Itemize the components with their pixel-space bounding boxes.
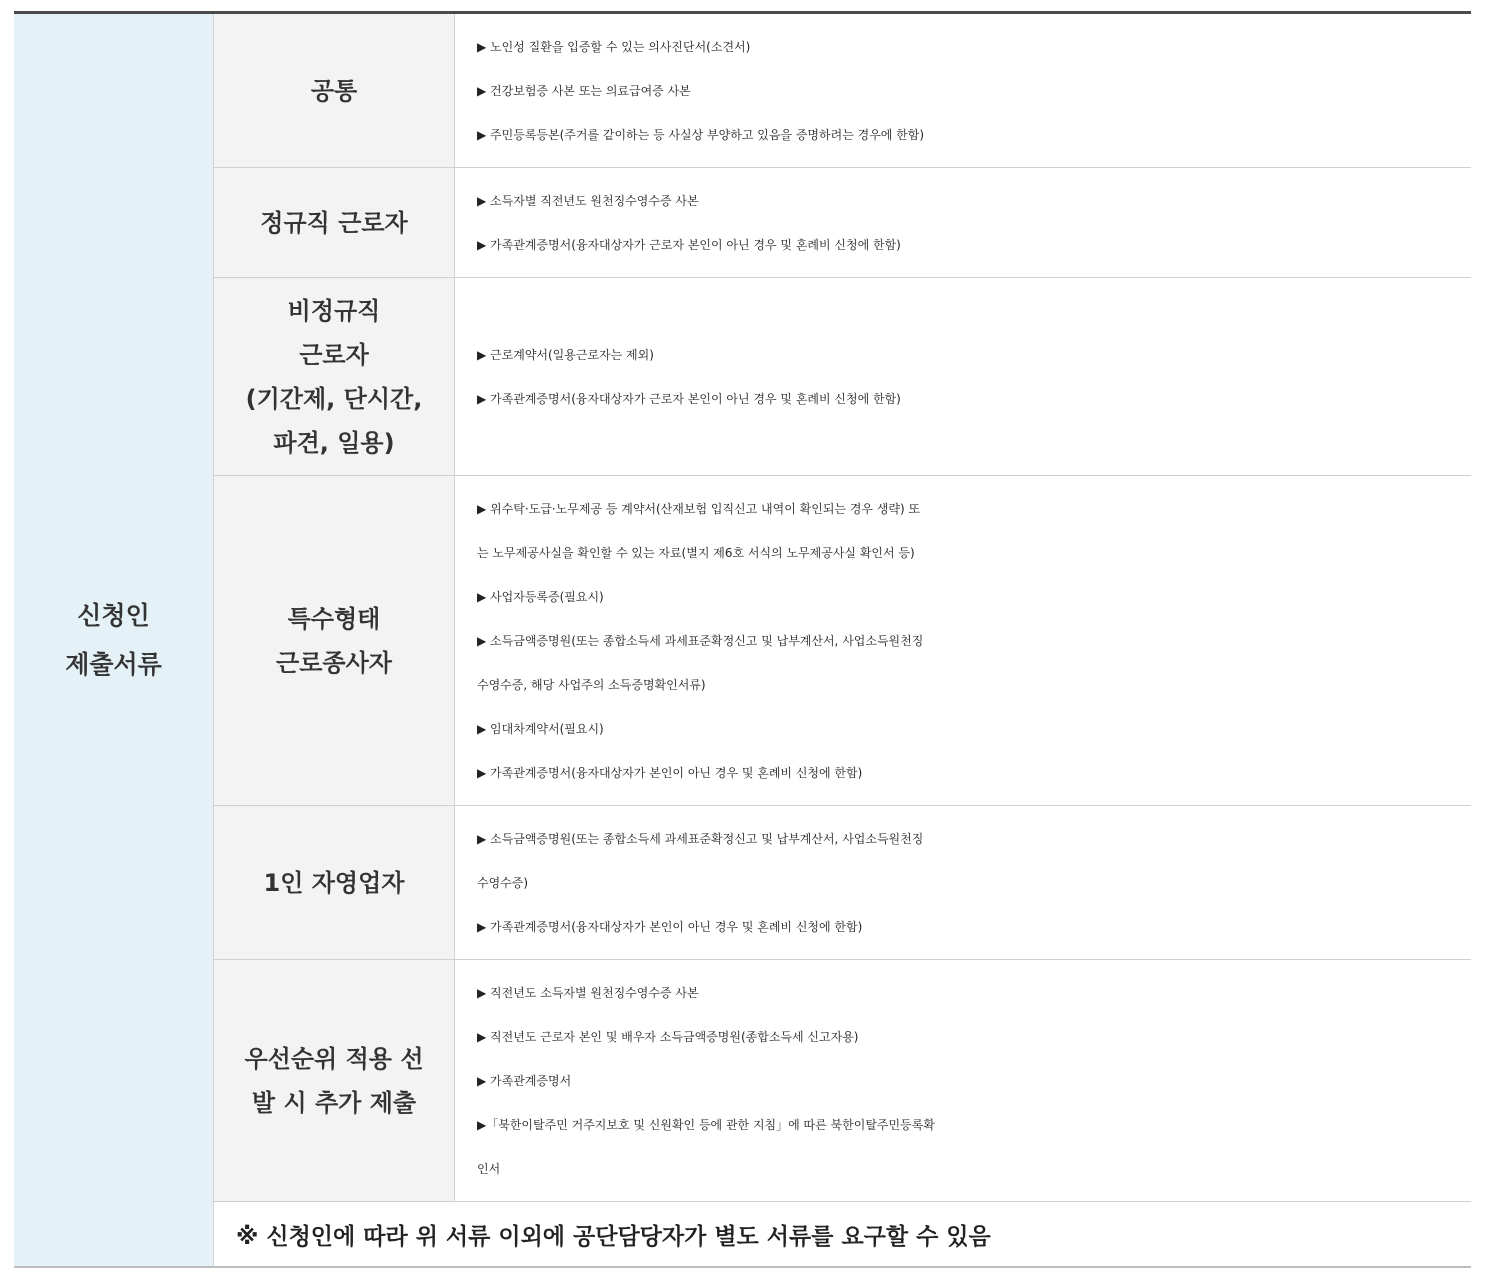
applicant-documents-header	[14, 14, 214, 1266]
main-label-line: 제출서류	[65, 650, 162, 679]
document-item: ▶ 소득자별 직전년도 원천징수영수증 사본	[477, 193, 699, 208]
document-table	[14, 11, 1471, 1268]
content-cell-priority-selection	[455, 960, 1471, 1202]
document-item: ▶ 위수탁·도급·노무제공 등 계약서(산재보험 입직신고 내역이 확인되는 경우 생략) 또	[477, 501, 921, 516]
main-label-line: 신청인	[77, 601, 150, 630]
document-item: 수영수증, 해당 사업주의 소득증명확인서류)	[477, 677, 706, 692]
content-cell-self-employed	[455, 806, 1471, 960]
category-cell-common	[214, 14, 455, 168]
additional-documents-note	[214, 1202, 1471, 1266]
category-label: 1인 자영업자	[263, 868, 405, 897]
document-item: ▶「북한이탈주민 거주지보호 및 신원확인 등에 관한 지침」에 따른 북한이탈주민등록확	[477, 1117, 935, 1132]
category-label: 근로종사자	[276, 648, 392, 677]
content-cell-special-worker	[455, 476, 1471, 806]
category-cell-special-worker	[214, 476, 455, 806]
category-label: 발 시 추가 제출	[251, 1088, 417, 1117]
content-cell-regular-worker	[455, 168, 1471, 278]
document-item: ▶ 임대차계약서(필요시)	[477, 721, 604, 736]
category-label: (기간제, 단시간,	[245, 384, 423, 413]
document-item: ▶ 소득금액증명원(또는 종합소득세 과세표준확정신고 및 납부계산서, 사업소득원천징	[477, 633, 924, 648]
category-label: 파견, 일용)	[273, 428, 395, 457]
content-cell-irregular-worker	[455, 278, 1471, 476]
document-item: ▶ 건강보험증 사본 또는 의료급여증 사본	[477, 83, 691, 98]
category-cell-regular-worker	[214, 168, 455, 278]
document-item: ▶ 가족관계증명서	[477, 1073, 572, 1088]
category-label: 정규직 근로자	[260, 208, 408, 237]
note-text: ※ 신청인에 따라 위 서류 이외에 공단담당자가 별도 서류를 요구할 수 있음	[236, 1223, 991, 1250]
document-item: ▶ 주민등록등본(주거를 같이하는 등 사실상 부양하고 있음을 증명하려는 경우에 한함)	[477, 127, 925, 142]
document-item: ▶ 직전년도 소득자별 원천징수영수증 사본	[477, 985, 699, 1000]
category-cell-irregular-worker	[214, 278, 455, 476]
document-item: ▶ 사업자등록증(필요시)	[477, 589, 604, 604]
document-item: ▶ 근로계약서(일용근로자는 제외)	[477, 347, 654, 362]
content-cell-common	[455, 14, 1471, 168]
table-bottom-border	[14, 1266, 1471, 1268]
document-item: ▶ 가족관계증명서(융자대상자가 본인이 아닌 경우 및 혼례비 신청에 한함)	[477, 919, 863, 934]
category-cell-self-employed	[214, 806, 455, 960]
category-cell-priority-selection	[214, 960, 455, 1202]
document-item: ▶ 소득금액증명원(또는 종합소득세 과세표준확정신고 및 납부계산서, 사업소득원천징	[477, 831, 924, 846]
document-item: ▶ 노인성 질환을 입증할 수 있는 의사진단서(소견서)	[477, 39, 751, 54]
document-item: ▶ 가족관계증명서(융자대상자가 본인이 아닌 경우 및 혼례비 신청에 한함)	[477, 765, 863, 780]
document-item: ▶ 가족관계증명서(융자대상자가 근로자 본인이 아닌 경우 및 혼례비 신청에 한함)	[477, 391, 901, 406]
document-item: 인서	[477, 1161, 501, 1176]
category-label: 공통	[310, 76, 358, 105]
document-item: 는 노무제공사실을 확인할 수 있는 자료(별지 제6호 서식의 노무제공사실 확인서 등)	[477, 545, 915, 560]
document-item: 수영수증)	[477, 875, 529, 890]
category-label: 우선순위 적용 선	[244, 1044, 424, 1073]
category-label: 비정규직	[287, 296, 381, 325]
category-label: 특수형태	[287, 604, 381, 633]
document-item: ▶ 가족관계증명서(융자대상자가 근로자 본인이 아닌 경우 및 혼례비 신청에 한함)	[477, 237, 901, 252]
document-item: ▶ 직전년도 근로자 본인 및 배우자 소득금액증명원(종합소득세 신고자용)	[477, 1029, 859, 1044]
category-label: 근로자	[299, 340, 369, 369]
